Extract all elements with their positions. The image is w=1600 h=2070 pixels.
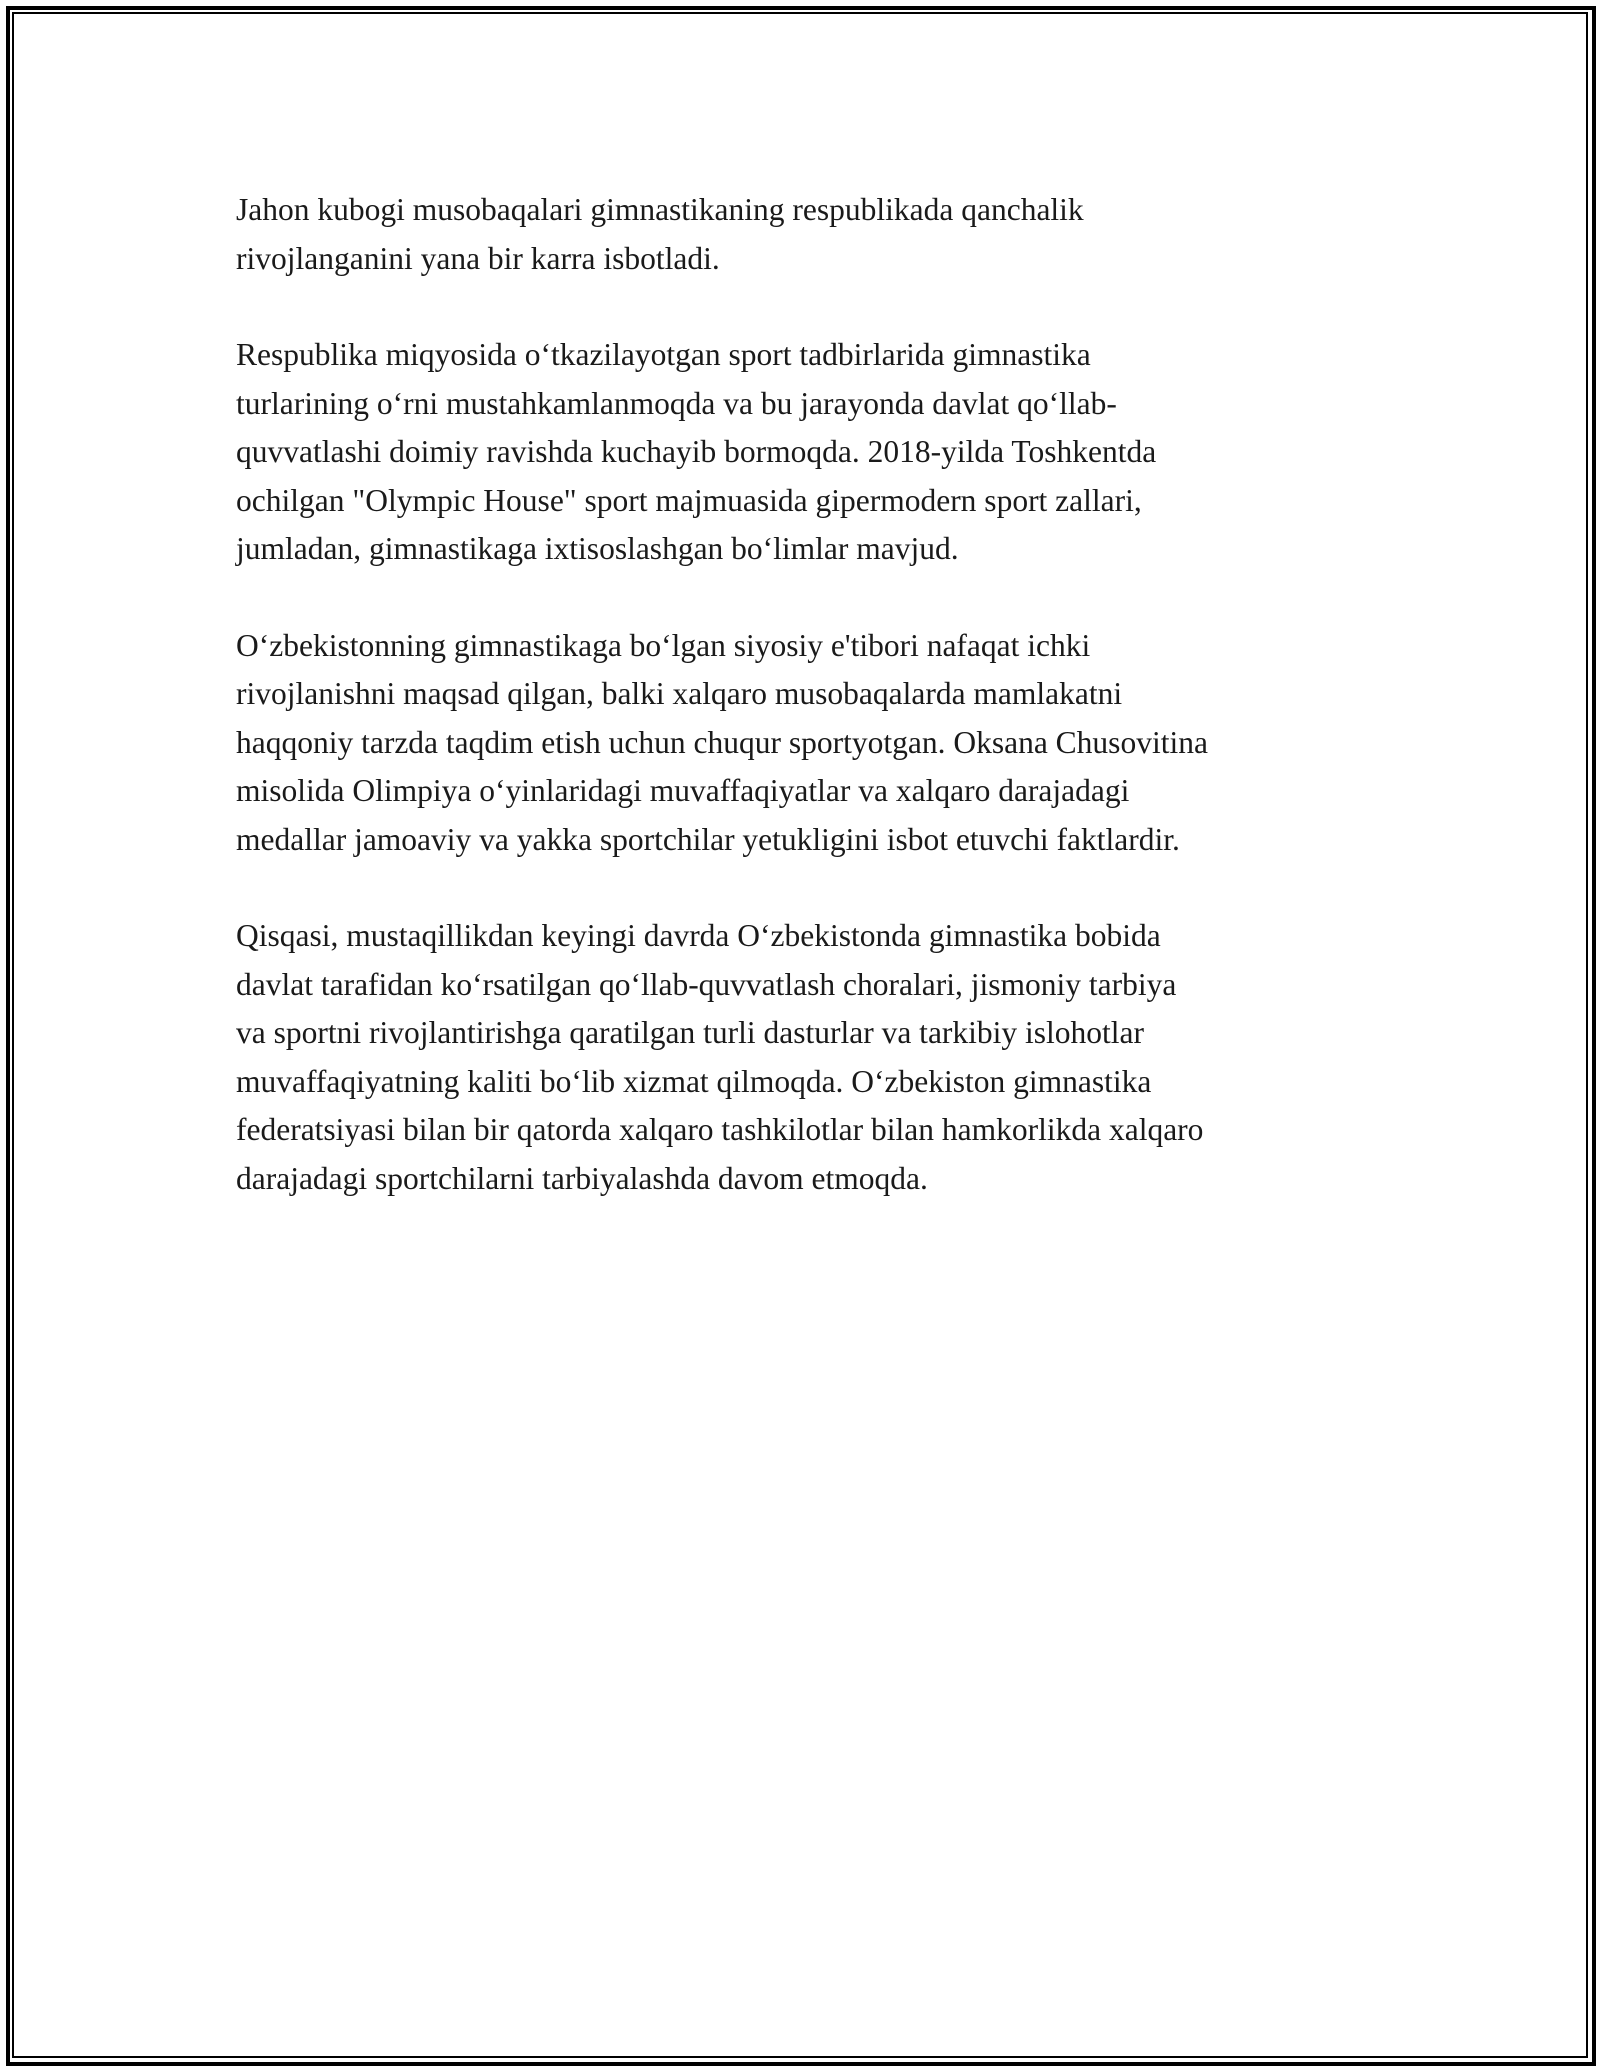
text-line: ochilgan "Olympic House" sport majmuasida gipermodern sport zallari,: [236, 482, 1142, 518]
text-line: O‘zbekistonning gimnastikaga bo‘lgan siyosiy e'tibori nafaqat ichki: [236, 627, 1091, 663]
document-body: [236, 186, 1386, 1251]
text-line: turlarining o‘rni mustahkamlanmoqda va bu jarayonda davlat qo‘llab-: [236, 385, 1117, 421]
text-line: Qisqasi, mustaqillikdan keyingi davrda O‘zbekistonda gimnastika bobida: [236, 918, 1161, 953]
text-line: rivojlanishni maqsad qilgan, balki xalqaro musobaqalarda mamlakatni: [236, 676, 1123, 711]
text-line: darajadagi sportchilarni tarbiyalashda davom etmoqda.: [236, 1160, 928, 1196]
paragraph-4: [236, 912, 1386, 1203]
text-line: medallar jamoaviy va yakka sportchilar yetukligini isbot etuvchi faktlardir.: [236, 821, 1180, 857]
text-line: va sportni rivojlantirishga qaratilgan turli dasturlar va tarkibiy islohotlar: [236, 1015, 1145, 1050]
text-line: haqqoniy tarzda taqdim etish uchun chuqur sportyotgan. Oksana Chusovitina: [236, 724, 1208, 760]
text-line: davlat tarafidan ko‘rsatilgan qo‘llab-quvvatlash choralari, jismoniy tarbiya: [236, 966, 1177, 1002]
text-line: rivojlanganini yana bir karra isbotladi.: [236, 240, 720, 276]
text-line: Jahon kubogi musobaqalari gimnastikaning respublikada qanchalik: [236, 192, 1084, 227]
paragraph-1: [236, 186, 1386, 283]
paragraph-3: [236, 622, 1386, 865]
text-line: quvvatlashi doimiy ravishda kuchayib bormoqda. 2018-yilda Toshkentda: [236, 434, 1157, 469]
paragraph-2: [236, 331, 1386, 574]
text-line: federatsiyasi bilan bir qatorda xalqaro tashkilotlar bilan hamkorlikda xalqaro: [236, 1112, 1204, 1147]
text-line: misolida Olimpiya o‘yinlaridagi muvaffaqiyatlar va xalqaro darajadagi: [236, 773, 1130, 808]
text-line: Respublika miqyosida o‘tkazilayotgan sport tadbirlarida gimnastika: [236, 337, 1091, 372]
text-line: jumladan, gimnastikaga ixtisoslashgan bo‘limlar mavjud.: [236, 531, 959, 566]
text-line: muvaffaqiyatning kaliti bo‘lib xizmat qilmoqda. O‘zbekiston gimnastika: [236, 1063, 1152, 1099]
